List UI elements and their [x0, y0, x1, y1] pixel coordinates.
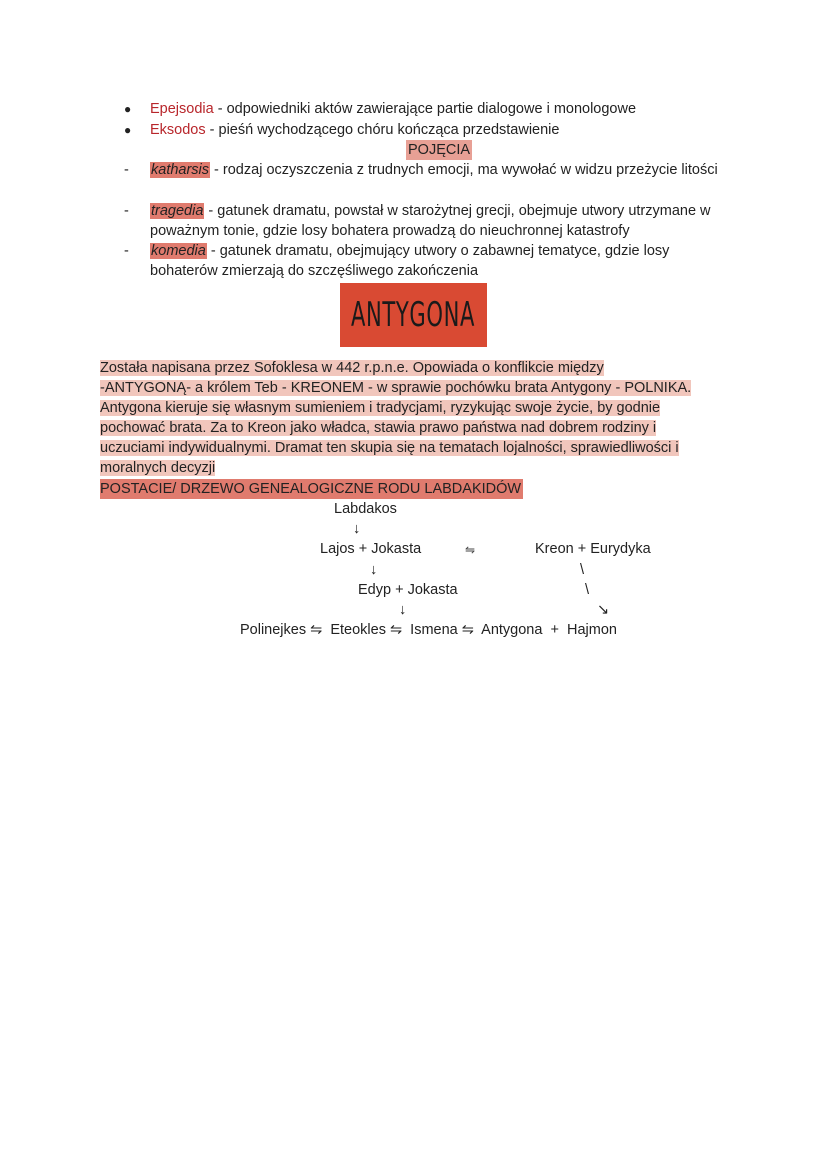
summary-paragraph [100, 358, 740, 478]
branch-line: \ [580, 562, 585, 578]
term-katharsis: katharsis [151, 162, 210, 178]
term-tragedia: tragedia [151, 203, 204, 219]
definition: - pieśń wychodzącego chóru kończąca przedstawienie [205, 122, 560, 138]
term-eksodos: Eksodos [150, 122, 206, 138]
concepts-heading: POJĘCIA [408, 142, 471, 158]
branch-line: \ [585, 582, 590, 598]
concept-item: - katharsis - rodzaj oczyszczenia z trudnych emocji, ma wywołać w widzu przeżycie litości [124, 162, 718, 178]
term-epejsodia: Epejsodia [150, 101, 214, 117]
summary-line: uczuciami indywidualnymi. Dramat ten skupia się na tematach lojalności, sprawiedliwości i [100, 440, 679, 456]
concept-item: - tragedia - gatunek dramatu, powstał w starożytnej grecji, obejmuje utwory utrzymane w poważnym tonie, gdzie losy bohatera prowadzą do nieuchronnej katastrofy [124, 203, 711, 239]
summary-line: -ANTYGONĄ- a królem Teb - KREONEM - w sprawie pochówku brata Antygony - POLNIKA. [100, 380, 692, 396]
definition: - gatunek dramatu, powstał w starożytnej grecji, obejmuje utwory utrzymane w poważnym tonie, gdzie losy bohatera prowadzą do nieuchronnej katastrofy [150, 203, 711, 239]
node-kreon-eurydyka: Kreon + Eurydyka [535, 541, 651, 557]
title-banner [340, 283, 487, 347]
arrow-down-icon: ↓ [353, 521, 361, 537]
summary-line: Została napisana przez Sofoklesa w 442 r.p.n.e. Opowiada o konflikcie między [100, 360, 604, 376]
summary-line: Antygona kieruje się własnym sumieniem i tradycjami, ryzykując swoje życie, by godnie [100, 400, 661, 416]
summary-line: moralnych decyzji [100, 460, 216, 476]
node-children: Polinejkes ⇋ Eteokles ⇋ Ismena ⇋ Antygona + Hajmon [240, 622, 617, 638]
arrow-down-icon: ↓ [370, 562, 378, 578]
list-item [124, 99, 636, 119]
arrow-diagonal-icon: ↘ [597, 602, 610, 618]
summary-line: pochować brata. Za to Kreon jako władca, stawia prawo państwa nad dobrem rodziny i [100, 420, 657, 436]
node-labdakos: Labdakos [334, 501, 397, 517]
definition: - gatunek dramatu, obejmujący utwory o zabawnej tematyce, gdzie losy bohaterów zmierzają do szczęśliwego zakończenia [150, 243, 670, 279]
tree-heading: POSTACIE/ DRZEWO GENEALOGICZNE RODU LABDAKIDÓW [100, 481, 522, 497]
bullet-icon: ● [124, 123, 132, 137]
term-komedia: komedia [151, 243, 206, 259]
definition: - odpowiedniki aktów zawierające partie dialogowe i monologowe [213, 101, 637, 117]
node-edyp-jokasta: Edyp + Jokasta [358, 582, 458, 598]
arrow-down-icon: ↓ [399, 602, 407, 618]
page-title: ANTYGONA [351, 295, 476, 335]
sibling-icon: ⇋ [465, 543, 476, 557]
concept-item: - komedia - gatunek dramatu, obejmujący utwory o zabawnej tematyce, gdzie losy bohaterów zmierzają do szczęśliwego zakończenia [124, 243, 670, 279]
definition: - rodzaj oczyszczenia z trudnych emocji, ma wywołać w widzu przeżycie litości [210, 162, 718, 178]
bullet-icon: ● [124, 102, 132, 116]
node-lajos-jokasta: Lajos + Jokasta [320, 541, 422, 557]
list-item [124, 120, 559, 140]
